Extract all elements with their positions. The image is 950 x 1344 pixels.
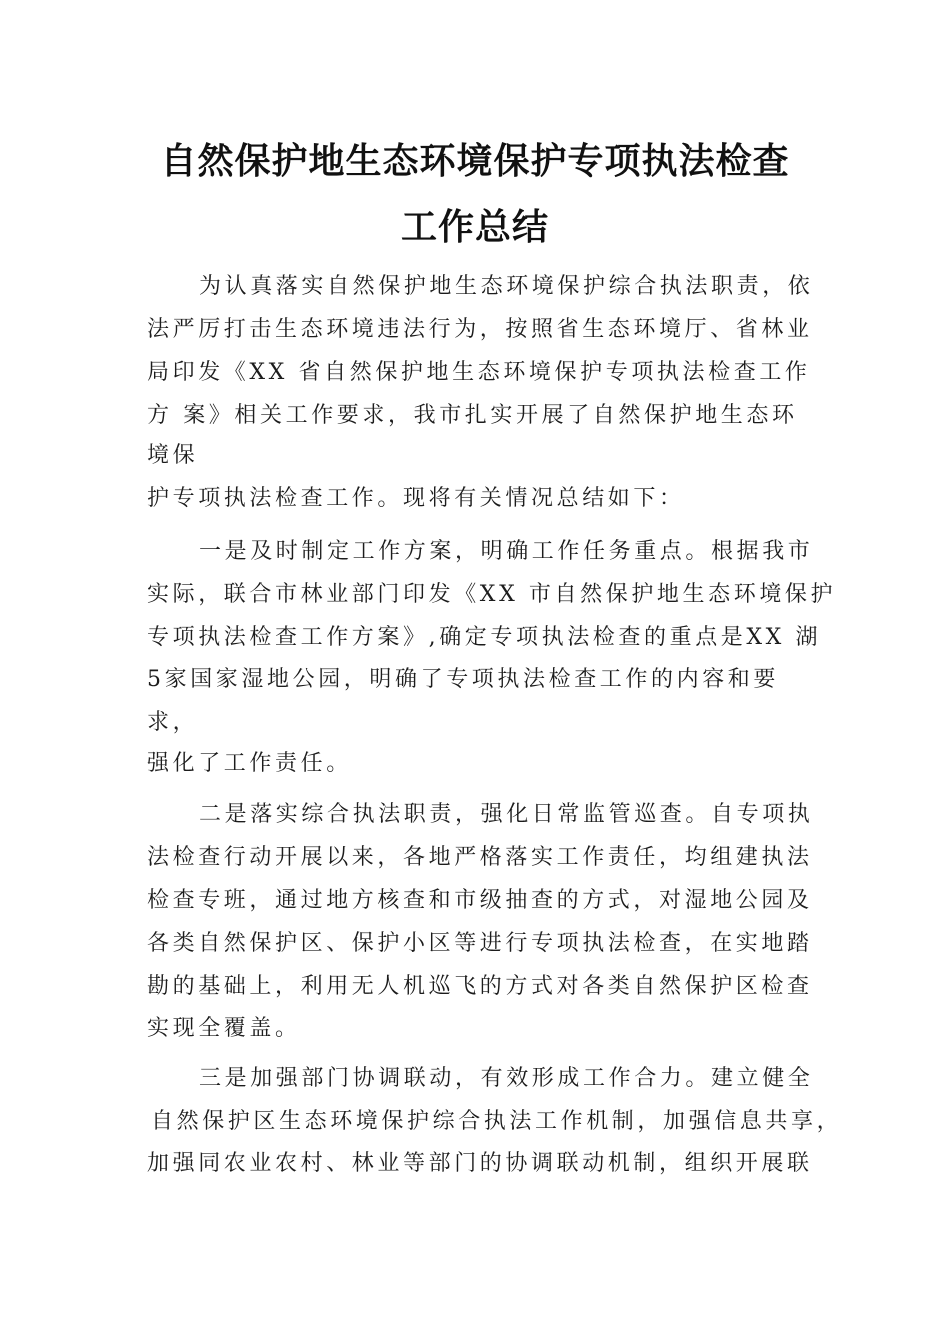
- paragraph-3-line-5: 勘的基础上，利用无人机巡飞的方式对各类自然保护区检查: [147, 974, 813, 999]
- paragraph-4-line-2: 自然保护区生态环境保护综合执法工作机制，加强信息共享，: [151, 1109, 843, 1134]
- paragraph-2-line-6: 强化了工作责任。: [147, 751, 352, 776]
- paragraph-1-line-6: 护专项执法检查工作。现将有关情况总结如下：: [147, 486, 685, 511]
- paragraph-3-line-3: 检查专班，通过地方核查和市级抽查的方式，对湿地公园及: [147, 888, 813, 913]
- paragraph-1-line-4: 方 案》相关工作要求，我市扎实开展了自然保护地生态环: [147, 403, 798, 428]
- paragraph-3-line-6: 实现全覆盖。: [147, 1016, 301, 1041]
- paragraph-3-line-4: 各类自然保护区、保护小区等进行专项执法检查，在实地踏: [147, 931, 813, 956]
- paragraph-1-line-3: 局印发《XX 省自然保护地生态环境保护专项执法检查工作: [147, 360, 811, 385]
- paragraph-2-line-5: 求，: [147, 710, 199, 735]
- paragraph-2-line-3: 专项执法检查工作方案》,确定专项执法检查的重点是XX 湖: [147, 625, 822, 650]
- paragraph-1-line-1: 为认真落实自然保护地生态环境保护综合执法职责，依: [199, 274, 814, 299]
- paragraph-1-line-2: 法严厉打击生态环境违法行为，按照省生态环境厅、省林业: [147, 317, 813, 342]
- paragraph-2-line-2: 实际，联合市林业部门印发《XX 市自然保护地生态环境保护: [147, 582, 837, 607]
- paragraph-3-line-2: 法检查行动开展以来，各地严格落实工作责任，均组建执法: [147, 845, 813, 870]
- paragraph-2-line-1: 一是及时制定工作方案，明确工作任务重点。根据我市: [199, 539, 814, 564]
- paragraph-4-line-1: 三是加强部门协调联动，有效形成工作合力。建立健全: [199, 1066, 814, 1091]
- paragraph-1-line-5: 境保: [147, 443, 199, 468]
- paragraph-4-line-3: 加强同农业农村、林业等部门的协调联动机制，组织开展联: [147, 1151, 813, 1176]
- paragraph-3-line-1: 二是落实综合执法职责，强化日常监管巡查。自专项执: [199, 802, 814, 827]
- document-title-line-2: 工作总结: [400, 207, 549, 248]
- document-title-line-1: 自然保护地生态环境保护专项执法检查: [160, 141, 790, 182]
- paragraph-2-line-4: 5家国家湿地公园，明确了专项执法检查工作的内容和要: [147, 667, 779, 692]
